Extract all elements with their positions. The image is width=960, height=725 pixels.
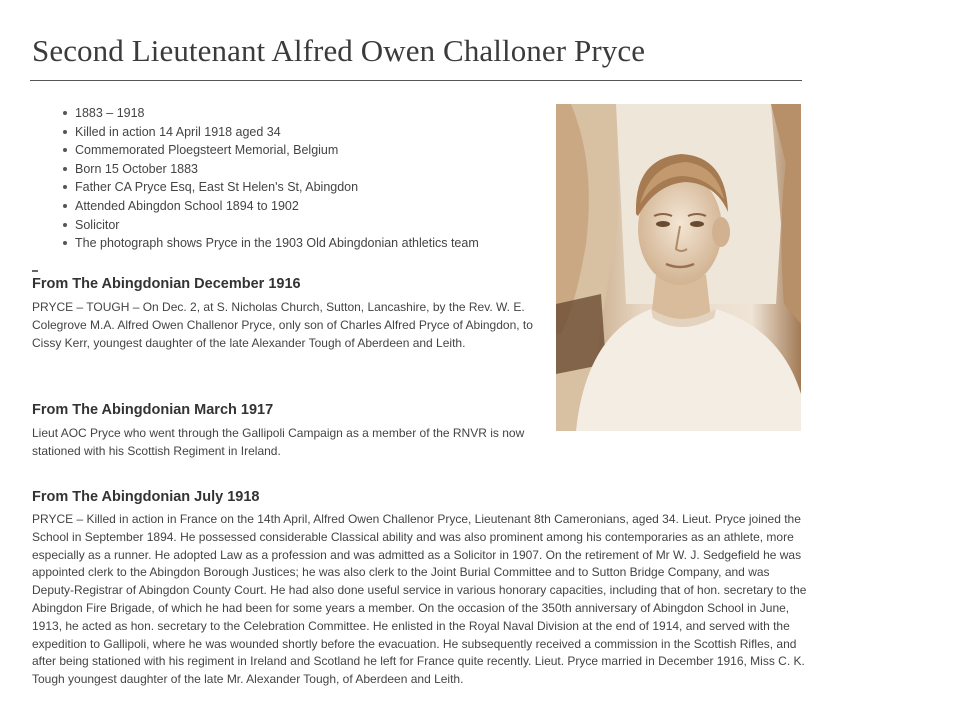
section-december-1916 — [32, 276, 552, 353]
section-body: Lieut AOC Pryce who went through the Gallipoli Campaign as a member of the RNVR is now stationed with his Scottish Regiment in Ireland. — [32, 426, 525, 459]
fact-item: 1883 – 1918 — [60, 104, 479, 123]
fact-item: Solicitor — [60, 216, 479, 235]
fact-list — [60, 104, 479, 253]
section-body: PRYCE – TOUGH – On Dec. 2, at S. Nicholas Church, Sutton, Lancashire, by the Rev. W. E. Colegrove M.A. Alfred Owen Challenor Pryce, only son of Charles Alfred Pryce of Abingdon, to Cissy Kerr, youngest daughter of the late Alexander Tough of Aberdeen and Leith. — [32, 300, 533, 351]
page-title: Second Lieutenant Alfred Owen Challoner Pryce — [32, 33, 646, 68]
portrait-photo — [556, 104, 801, 431]
title-divider — [30, 80, 802, 81]
section-heading: From The Abingdonian July 1918 — [32, 489, 260, 505]
portrait-illustration — [556, 104, 801, 431]
section-july-1918 — [32, 489, 812, 689]
section-body: PRYCE – Killed in action in France on the 14th April, Alfred Owen Challenor Pryce, Lieutenant 8th Cameronians, aged 34. Lieut. Pryce joined the School in September 1894. He possessed considerable Classical ability and was also prominent among his contemporaries as an athlete, more especially as a runner. He adopted Law as a profession and was admitted as a Solicitor in 1907. On the retirement of Mr W. J. Sedgefield he was appointed clerk to the Abingdon Borough Justices; he was also clerk to the Joint Burial Committee and to Sutton Bridge Company, and was Deputy-Registrar of Abingdon County Court. He had also done useful service in various honorary capacities, including that of hon. secretary to the Abingdon Fire Brigade, of which he had been for some years a member. On the occasion of the 350th anniversary of Abingdon School in June, 1913, he acted as hon. secretary to the Celebration Committee. He enlisted in the Royal Naval Division at the end of 1914, and served with the expedition to Gallipoli, where he was wounded shortly before the evacuation. He subsequently received a commission in the Scottish Rifles, and after being stationed with his regiment in Ireland and Scotland he left for France quite recently. Lieut. Pryce married in December 1916, Miss C. K. Tough youngest daughter of the late Mr. Alexander Tough, of Aberdeen and Leith. — [32, 512, 807, 687]
fact-item: Born 15 October 1883 — [60, 160, 479, 179]
fact-item: Killed in action 14 April 1918 aged 34 — [60, 123, 479, 142]
section-heading: From The Abingdonian March 1917 — [32, 402, 274, 418]
section-heading: From The Abingdonian December 1916 — [32, 276, 301, 292]
print-speck — [32, 270, 38, 272]
section-march-1917 — [32, 402, 552, 460]
fact-item: Father CA Pryce Esq, East St Helen's St, Abingdon — [60, 178, 479, 197]
fact-item: The photograph shows Pryce in the 1903 Old Abingdonian athletics team — [60, 234, 479, 253]
fact-item: Commemorated Ploegsteert Memorial, Belgium — [60, 141, 479, 160]
fact-item: Attended Abingdon School 1894 to 1902 — [60, 197, 479, 216]
